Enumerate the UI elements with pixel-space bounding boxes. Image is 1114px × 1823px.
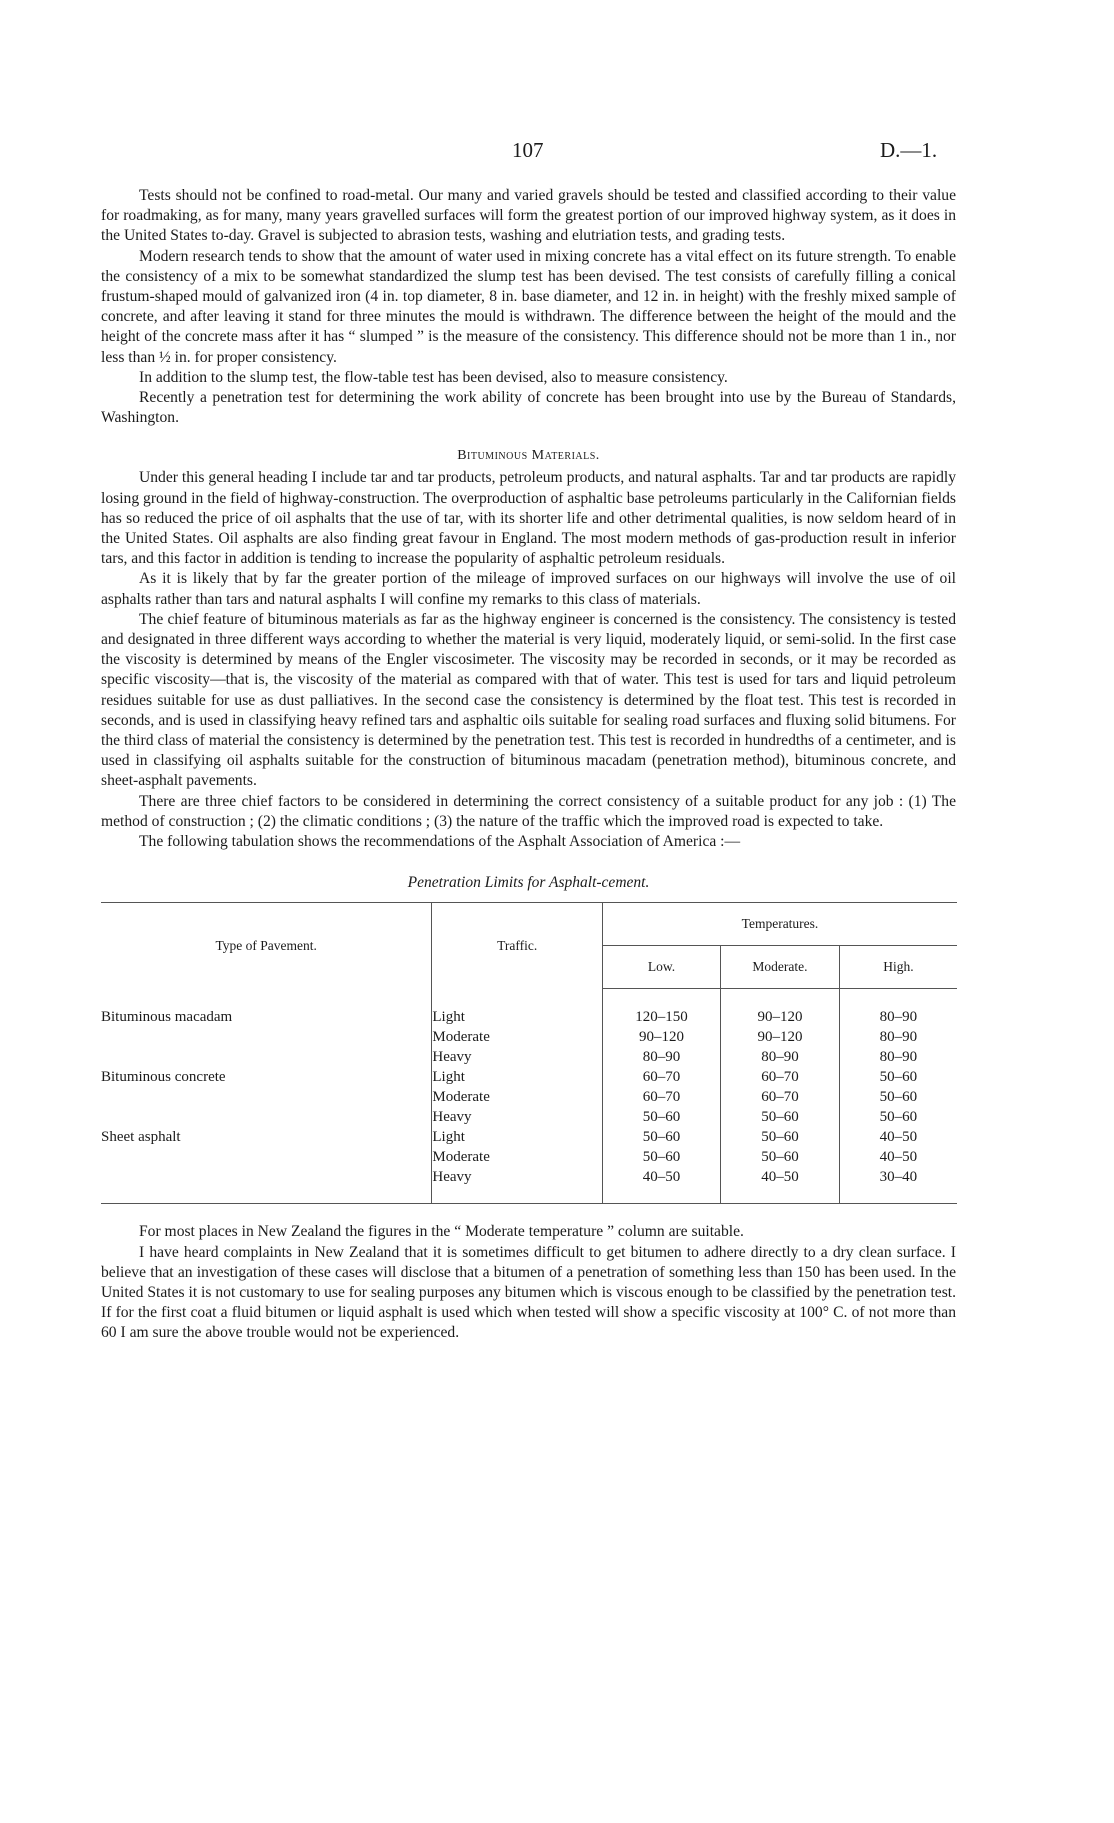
low-value: 50–60 (602, 1147, 720, 1167)
table-row (101, 1107, 957, 1127)
header-temperatures: Temperatures. (602, 903, 957, 946)
paragraph: Recently a penetration test for determining the work ability of concrete has been brought into use by the Bureau of Standards, Washington. (101, 389, 956, 427)
high-value: 50–60 (839, 1107, 957, 1127)
table-row (101, 1127, 957, 1147)
header-type-of-pavement: Type of Pavement. (215, 938, 317, 954)
paragraph: I have heard complaints in New Zealand that it is sometimes difficult to get bitumen to adhere directly to a dry clean surface. I believe that an investigation of these cases will disclose that a bitumen of a penetration of something less than 150 has been used. In the United States it is not customary to use for sealing purposes any bitumen which is viscous enough to be classified by the penetration test. If for the first coat a fluid bitumen or liquid asphalt is used which when tested will show a specific viscosity at 100° C. of not more than 60 I am sure the above trouble would not be experienced. (101, 1243, 956, 1342)
moderate-value: 50–60 (721, 1147, 840, 1167)
moderate-value: 80–90 (721, 1047, 840, 1067)
high-value: 30–40 (839, 1167, 957, 1204)
low-value: 90–120 (602, 1027, 720, 1047)
table-row (101, 1027, 957, 1047)
header-moderate: Moderate. (721, 946, 840, 989)
traffic-level: Heavy (432, 1047, 603, 1067)
paragraph: Tests should not be confined to road-metal. Our many and varied gravels should be tested and classified according to their value for roadmaking, as for many, many years gravelled surfaces will form the greatest portion of our improved highway system, as it does in the United States to-day. Gravel is subjected to abrasion tests, washing and elutriation tests, and grading tests. (101, 187, 956, 245)
traffic-level: Moderate (432, 1147, 603, 1167)
traffic-level: Heavy (432, 1167, 603, 1204)
traffic-level: Moderate (432, 1087, 603, 1107)
body-text (101, 186, 956, 1344)
document-reference: D.—1. (880, 138, 938, 162)
header-high: High. (839, 946, 957, 989)
moderate-value: 90–120 (721, 989, 840, 1028)
closing-text (101, 1222, 956, 1343)
high-value: 40–50 (839, 1127, 957, 1147)
moderate-value: 40–50 (721, 1167, 840, 1204)
traffic-level: Moderate (432, 1027, 603, 1047)
paragraph: In addition to the slump test, the flow-table test has been devised, also to measure consistency. (139, 368, 728, 386)
moderate-value: 90–120 (721, 1027, 840, 1047)
high-value: 80–90 (839, 989, 957, 1028)
low-value: 60–70 (602, 1067, 720, 1087)
low-value: 50–60 (602, 1127, 720, 1147)
traffic-level: Heavy (432, 1107, 603, 1127)
page-header (0, 138, 1114, 166)
moderate-value: 50–60 (721, 1127, 840, 1147)
traffic-level: Light (432, 1067, 603, 1087)
pavement-type (101, 1027, 432, 1047)
paragraph: The following tabulation shows the recommendations of the Asphalt Association of America :— (139, 833, 741, 851)
moderate-value: 60–70 (721, 1067, 840, 1087)
paragraph: Under this general heading I include tar and tar products, petroleum products, and natural asphalts. Tar and tar products are rapidly losing ground in the field of highway-construction. The overproduction of asphaltic base petroleums particularly in the Californian fields has so reduced the price of oil asphalts that the use of tar, with its shorter life and other detrimental qualities, is now seldom heard of in the United States. Oil asphalts are also finding great favour in England. The most modern methods of gas-production result in inferior tars, and this factor in addition is tending to increase the popularity of asphaltic petroleum residuals. (101, 469, 956, 568)
pavement-type (101, 1047, 432, 1067)
page-number: 107 (512, 138, 544, 162)
high-value: 50–60 (839, 1087, 957, 1107)
pavement-type: Bituminous macadam (101, 1008, 233, 1025)
pavement-type (101, 1087, 432, 1107)
low-value: 80–90 (602, 1047, 720, 1067)
low-value: 120–150 (602, 989, 720, 1028)
low-value: 50–60 (602, 1107, 720, 1127)
traffic-level: Light (432, 1127, 603, 1147)
penetration-limits-table (101, 902, 957, 1204)
low-value: 60–70 (602, 1087, 720, 1107)
header-low: Low. (602, 946, 720, 989)
paragraph: There are three chief factors to be considered in determining the correct consistency of a suitable product for any job : (1) The method of construction ; (2) the climatic conditions ; (3) the nature of the traffic which the improved road is expected to take. (101, 792, 956, 830)
table-row (101, 1167, 957, 1204)
high-value: 80–90 (839, 1027, 957, 1047)
table-row (101, 1147, 957, 1167)
table-row (101, 1047, 957, 1067)
moderate-value: 50–60 (721, 1107, 840, 1127)
traffic-level: Light (432, 989, 603, 1028)
pavement-type: Bituminous concrete (101, 1068, 226, 1085)
pavement-type (101, 1147, 432, 1167)
high-value: 80–90 (839, 1047, 957, 1067)
header-traffic: Traffic. (432, 903, 603, 989)
paragraph: For most places in New Zealand the figures in the “ Moderate temperature ” column are suitable. (139, 1223, 744, 1241)
table-row (101, 989, 957, 1028)
high-value: 40–50 (839, 1147, 957, 1167)
table-caption: Penetration Limits for Asphalt-cement. (407, 874, 650, 892)
pavement-type (101, 1167, 432, 1204)
table-row (101, 1067, 957, 1087)
paragraph: Modern research tends to show that the amount of water used in mixing concrete has a vital effect on its future strength. To enable the consistency of a mix to be somewhat standardized the slump test has been devised. The test consists of carefully filling a conical frustum-shaped mould of galvanized iron (4 in. top diameter, 8 in. base diameter, and 12 in. in height) with the freshly mixed sample of concrete, and after leaving it stand for three minutes the mould is withdrawn. The difference between the height of the mould and the height of the concrete mass after it has “ slumped ” is the measure of the consistency. This difference should not be more than 1 in., nor less than ½ in. for proper consistency. (101, 247, 956, 366)
paragraph: As it is likely that by far the greater portion of the mileage of improved surfaces on our highways will involve the use of oil asphalts rather than tars and natural asphalts I will confine my remarks to this class of materials. (101, 570, 956, 608)
pavement-type (101, 1107, 432, 1127)
moderate-value: 60–70 (721, 1087, 840, 1107)
table-row (101, 1087, 957, 1107)
high-value: 50–60 (839, 1067, 957, 1087)
paragraph: The chief feature of bituminous materials as far as the highway engineer is concerned is the consistency. The consistency is tested and designated in three different ways according to whether the material is very liquid, moderately liquid, or semi-solid. In the first case the viscosity is determined by means of the Engler viscosimeter. The viscosity may be recorded in seconds, or it may be recorded as specific viscosity—that is, the viscosity of the material as compared with that of water. This test is used for tars and liquid petroleum residues suitable for use as dust palliatives. In the second case the consistency is determined by the float test. This test is recorded in seconds, and is used in classifying heavy refined tars and asphaltic oils suitable for sealing road surfaces and fluxing solid bitumens. For the third class of material the consistency is determined by the penetration test. This test is recorded in hundredths of a centimeter, and is used in classifying oil asphalts suitable for the construction of bituminous macadam (penetration method), bituminous concrete, and sheet-asphalt pavements. (101, 610, 956, 790)
low-value: 40–50 (602, 1167, 720, 1204)
pavement-type: Sheet asphalt (101, 1128, 181, 1145)
section-heading: Bituminous Materials. (457, 448, 600, 464)
